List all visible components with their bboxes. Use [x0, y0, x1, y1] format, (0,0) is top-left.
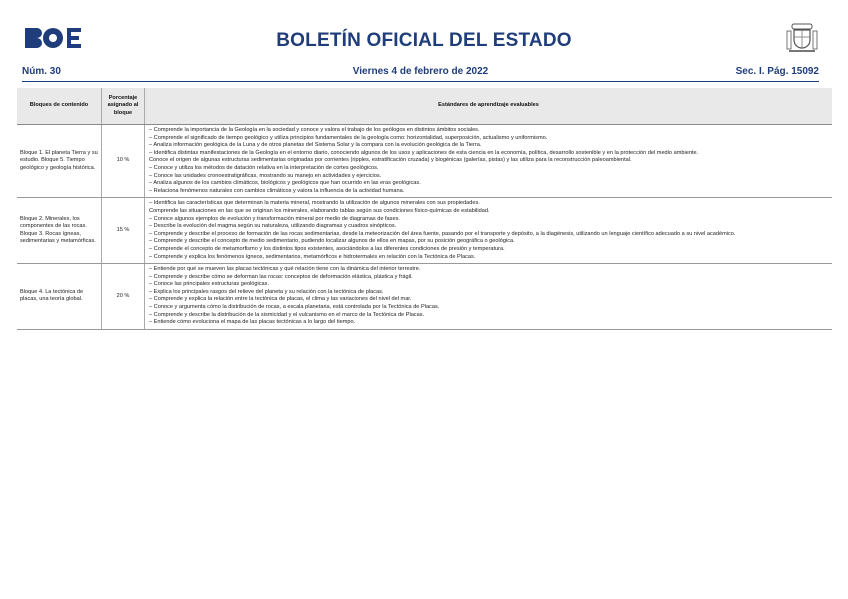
col-header-percentage: Porcentaje asignado al bloque: [102, 88, 145, 125]
standards-table: [17, 88, 832, 330]
standard-item: – Analiza información geológica de la Luna y de otros planetas del Sistema Solar y la compara con la evolución geológica de la Tierra.: [149, 142, 482, 149]
col-header-standards: Estándares de aprendizaje evaluables: [145, 88, 833, 125]
table-header-row: [17, 88, 832, 125]
coat-of-arms-icon: [786, 22, 818, 54]
block-name-cell: Bloque 2. Minerales, los componentes de las rocas. Bloque 3. Rocas ígneas, sedimentarias y metamórficas.: [17, 198, 102, 264]
standards-cell: [145, 125, 833, 198]
issue-info-bar: [22, 64, 819, 80]
standard-item: – Conoce algunos ejemplos de evolución y transformación mineral por medio de diagramas de fases.: [149, 215, 400, 222]
standard-item: – Comprende el concepto de metamorfismo y los distintos tipos existentes, asociándolos a las diferentes condiciones de presión y temperatura.: [149, 245, 505, 252]
standard-item: – Comprende y describe el proceso de formación de las rocas sedimentarias, desde la meteorización del área fuente, pasando por el transporte y depósito, a la diagénesis, utilizando un lenguaje científico adecuado a su nivel académico.: [149, 230, 736, 237]
header-divider: [22, 81, 819, 82]
standard-item: – Entiende por qué se mueven las placas tectónicas y qué relación tiene con la dinámica del interior terrestre.: [149, 266, 421, 273]
standard-item: – Identifica distintas manifestaciones de la Geología en el entorno diario, conociendo algunos de los usos y aplicaciones de esta ciencia en la economía, política, desarrollo sostenible y en la protección del medio ambiente.: [149, 149, 699, 156]
standard-item: – Comprende y describe cómo se deforman las rocas: conceptos de deformación elástica, plástica y frágil.: [149, 273, 413, 280]
standard-item: – Entiende cómo evoluciona el mapa de las placas tectónicas a lo largo del tiempo.: [149, 319, 356, 326]
standard-item: – Explica los principales rasgos del relieve del planeta y su relación con la tectónica de placas.: [149, 288, 384, 295]
block-percentage-cell: 15 %: [102, 198, 145, 264]
table-row: [17, 125, 832, 198]
block-name-cell: Bloque 1. El planeta Tierra y su estudio. Bloque 5. Tiempo geológico y geología histórica.: [17, 125, 102, 198]
block-percentage-cell: 20 %: [102, 264, 145, 330]
col-header-blocks: Bloques de contenido: [17, 88, 102, 125]
standard-item: – Conoce las unidades cronoestratigráficas, mostrando su manejo en actividades y ejercicios.: [149, 172, 382, 179]
standard-item: Conoce el origen de algunas estructuras sedimentarias originadas por corrientes (ripples, estratificación cruzada) y biogénicas (galerías, pistas) y las utiliza para la reconstrucción paleoambiental.: [149, 157, 632, 164]
standard-item: – Identifica las características que determinan la materia mineral, mostrando la utilización de algunos minerales con sus propiedades.: [149, 200, 480, 207]
issue-number: Núm. 30: [22, 66, 61, 77]
standard-item: – Comprende y explica los fenómenos ígneos, sedimentarios, metamórficos e hidrotermales en relación con la Tectónica de Placas.: [149, 253, 476, 260]
standard-item: – Conoce las principales estructuras geológicas.: [149, 281, 270, 288]
standard-item: – Comprende el significado de tiempo geológico y utiliza principios fundamentales de la geología como: horizontalidad, superposición, actualismo y uniformismo.: [149, 134, 548, 141]
page-header: [0, 0, 848, 60]
standard-item: – Comprende y explica la relación entre la tectónica de placas, el clima y las variaciones del nivel del mar.: [149, 296, 412, 303]
page-title: BOLETÍN OFICIAL DEL ESTADO: [276, 30, 572, 51]
table-row: [17, 264, 832, 330]
section-page: Sec. I. Pág. 15092: [735, 66, 819, 77]
table-row: [17, 198, 832, 264]
standard-item: – Analiza algunos de los cambios climáticos, biológicos y geológicos que han ocurrido en las eras geológicas.: [149, 180, 421, 187]
standard-item: – Conoce y argumenta cómo la distribución de rocas, a escala planetaria, está controlada por la Tectónica de Placas.: [149, 304, 440, 311]
standards-cell: [145, 264, 833, 330]
standards-cell: [145, 198, 833, 264]
issue-date: Viernes 4 de febrero de 2022: [352, 66, 489, 77]
block-percentage-cell: 10 %: [102, 125, 145, 198]
standard-item: – Comprende y describe el concepto de medio sedimentario, pudiendo localizar algunos de ellos en mapas, por su posición geográfica o geológica.: [149, 238, 515, 245]
block-name-cell: Bloque 4. La tectónica de placas, una teoría global.: [17, 264, 102, 330]
standard-item: – Comprende y describe la distribución de la sismicidad y el vulcanismo en el marco de la Tectónica de Placas.: [149, 311, 425, 318]
standard-item: Comprende las situaciones en las que se originan los minerales, elaborando tablas según sus condiciones físico-químicas de estabilidad.: [149, 207, 490, 214]
standard-item: – Comprende la importancia de la Geología en la sociedad y conoce y valora el trabajo de los geólogos en distintos ámbitos sociales.: [149, 127, 480, 133]
standard-item: – Conoce y utiliza los métodos de datación relativa en la interpretación de cortes geológicos.: [149, 164, 379, 171]
standard-item: – Describe la evolución del magma según su naturaleza, utilizando diagramas y cuadros sinópticos.: [149, 223, 397, 230]
table-body: [17, 125, 832, 330]
standard-item: – Relaciona fenómenos naturales con cambios climáticos y valora la influencia de la actividad humana.: [149, 187, 405, 194]
